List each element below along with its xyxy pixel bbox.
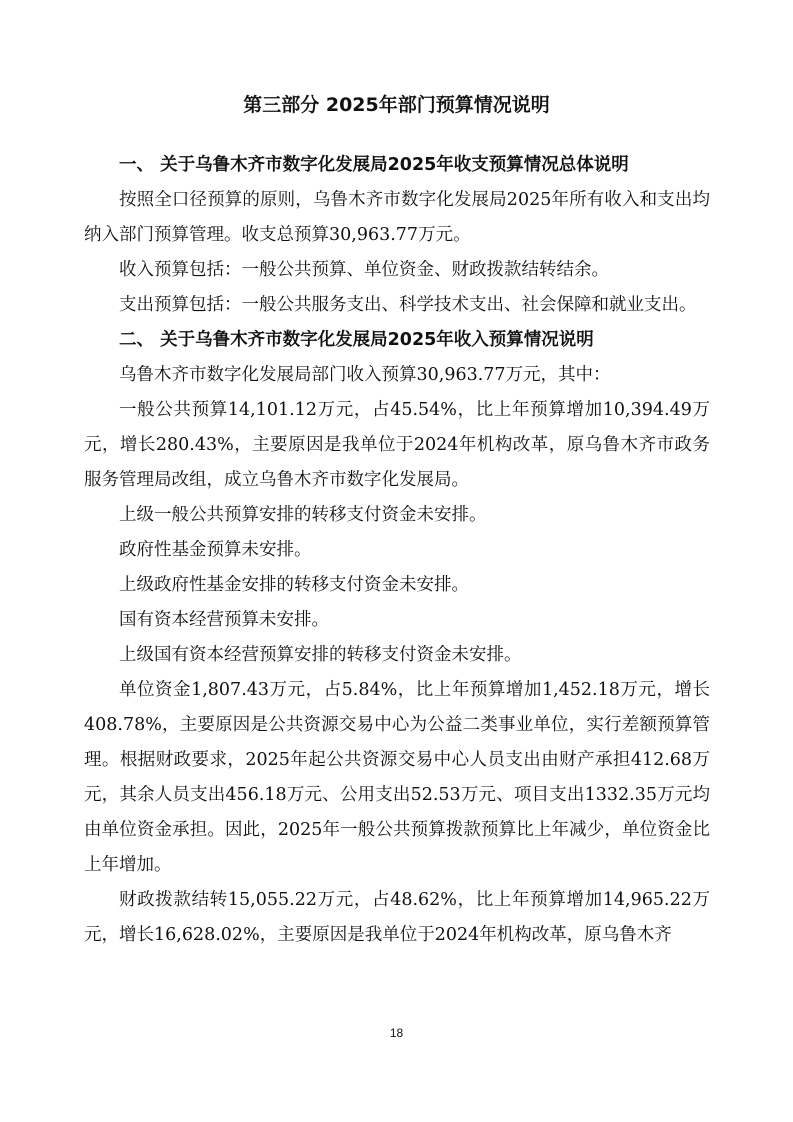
paragraph: 政府性基金预算未安排。 [119, 540, 312, 560]
paragraph: 收入预算包括：一般公共预算、单位资金、财政拨款结转结余。 [119, 260, 609, 280]
paragraph: 上级政府性基金安排的转移支付资金未安排。 [119, 575, 469, 595]
page-number: 18 [389, 1026, 404, 1040]
paragraph: 上级一般公共预算安排的转移支付资金未安排。 [119, 505, 487, 525]
paragraph: 支出预算包括：一般公共服务支出、科学技术支出、社会保障和就业支出。 [119, 295, 697, 315]
section-heading-1: 一、 关于乌鲁木齐市数字化发展局2025年收支预算情况总体说明 [119, 155, 629, 175]
paragraph: 乌鲁木齐市数字化发展局部门收入预算30,963.77万元，其中： [119, 365, 611, 385]
paragraph: 按照全口径预算的原则，乌鲁木齐市数字化发展局2025年所有收入和支出均纳入部门预算管理。收支总预算30,963.77万元。 [84, 190, 710, 245]
document-body [84, 148, 710, 953]
paragraph: 单位资金1,807.43万元，占5.84%，比上年预算增加1,452.18万元，增长408.78%，主要原因是公共资源交易中心为公益二类事业单位，实行差额预算管理。根据财政要求，2025年起公共资源交易中心人员支出由财产承担412.68万元，其余人员支出456.18万元、公用支出52.53万元、项目支出1332.35万元均由单位资金承担。因此，2025年一般公共预算拨款预算比上年减少，单位资金比上年增加。 [84, 680, 710, 875]
section-heading-2: 二、 关于乌鲁木齐市数字化发展局2025年收入预算情况说明 [119, 330, 594, 350]
paragraph: 上级国有资本经营预算安排的转移支付资金未安排。 [119, 645, 522, 665]
paragraph: 财政拨款结转15,055.22万元，占48.62%，比上年预算增加14,965.22万元，增长16,628.02%，主要原因是我单位于2024年机构改革，原乌鲁木齐 [84, 890, 710, 945]
paragraph: 国有资本经营预算未安排。 [119, 610, 329, 630]
paragraph: 一般公共预算14,101.12万元，占45.54%，比上年预算增加10,394.49万元，增长280.43%，主要原因是我单位于2024年机构改革，原乌鲁木齐市政务服务管理局改组，成立乌鲁木齐市数字化发展局。 [84, 400, 710, 490]
page-title: 第三部分 2025年部门预算情况说明 [243, 94, 550, 116]
